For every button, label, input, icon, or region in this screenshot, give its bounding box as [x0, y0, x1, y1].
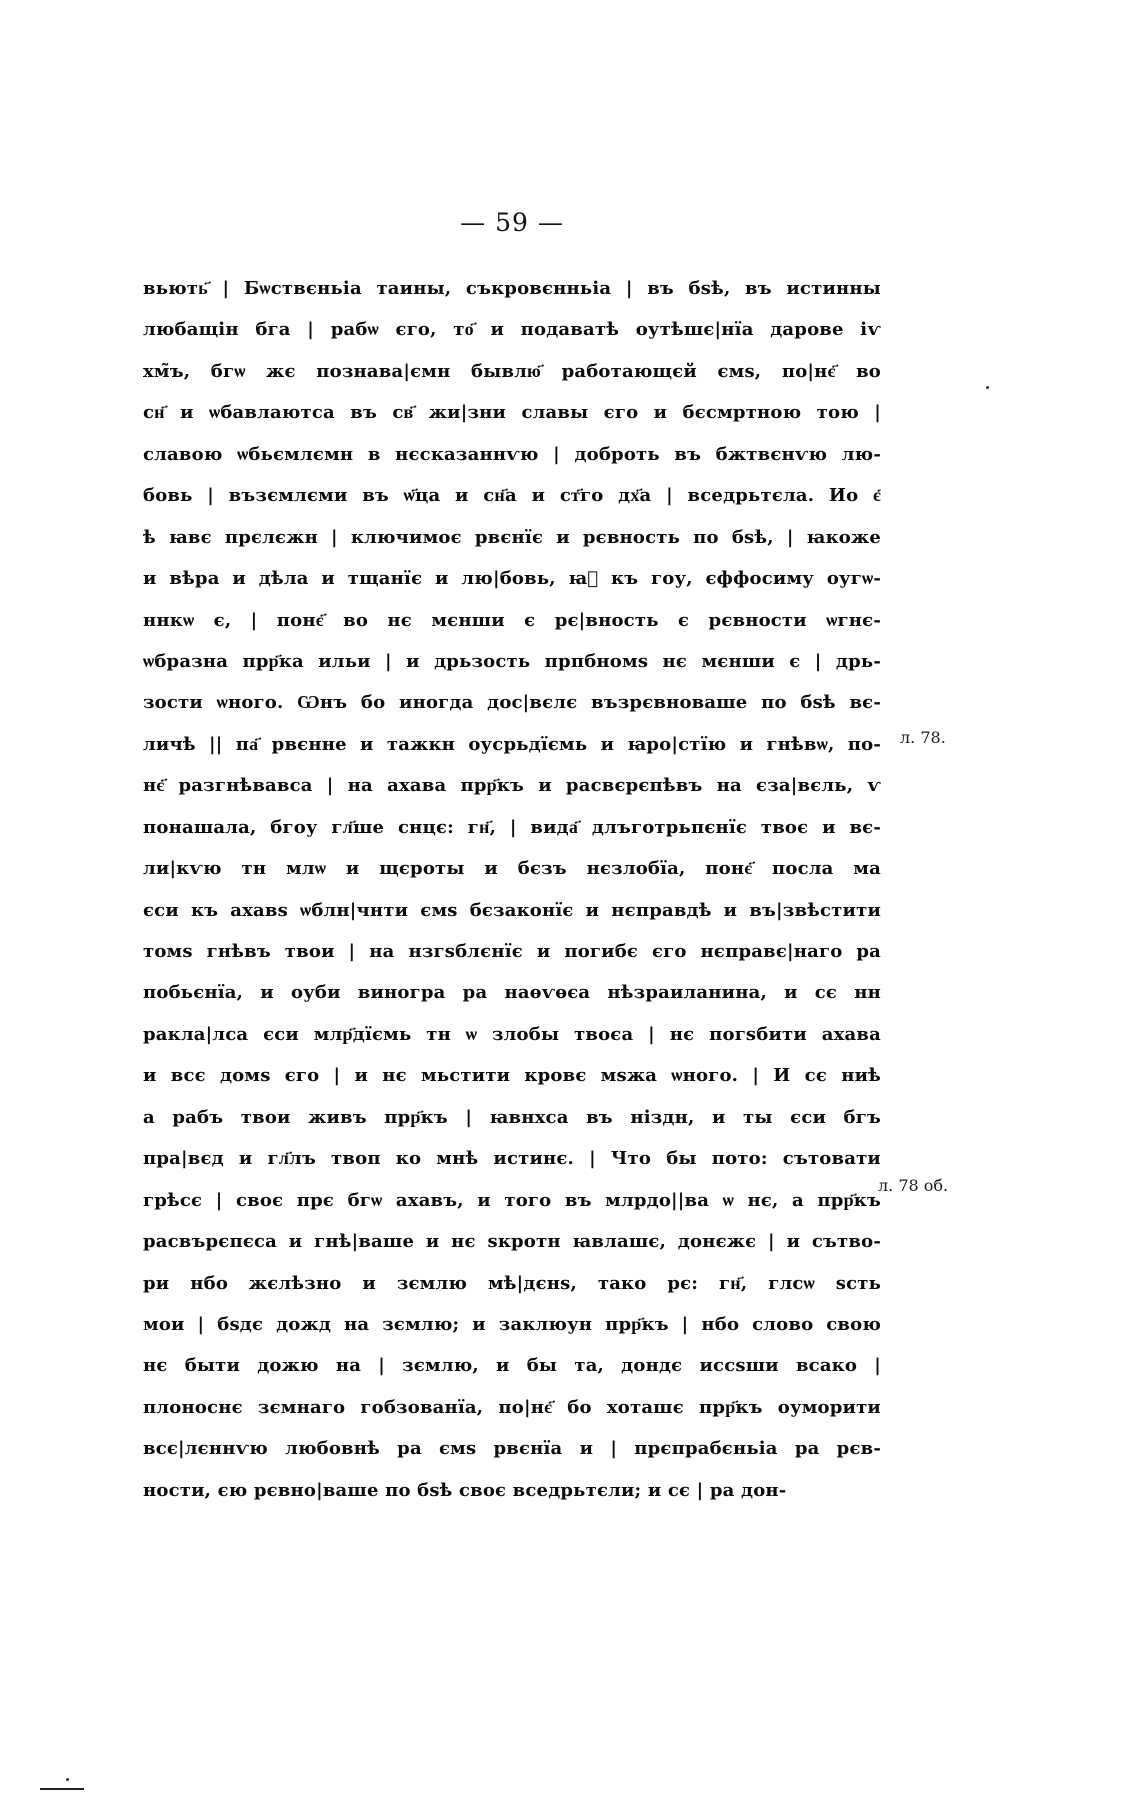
text-line: єси къ ахавѕ ѡблн|чнти ємѕ бєзаконїє и нєправдѣ и въ|звѣстити [143, 899, 881, 921]
text-line: зости ѡного. Ѡнъ бо иногда дос|вєлє възрєвноваше по бѕѣ вє- [143, 692, 881, 714]
text-line: пра|вєд и гл҃лъ твоп ко мнѣ истинє. | Что бы пото: сътовати [143, 1148, 881, 1170]
text-line: ннкѡ є, | понє҃ во нє мєнши є рє|вность є рєвности ѡгнє- [143, 609, 881, 631]
text-line: и вѣра и дѣла и тщанїє и лю|бовь, ꙗ҃ къ гоу, єффосиму оугѡ- [143, 568, 881, 590]
body-text [143, 268, 881, 1511]
text-line: вьють҃ | Бѡствєньіа таины, съкровєнньіа | въ бѕѣ, въ истинны [143, 278, 881, 299]
page-number: — 59 — [460, 208, 564, 237]
text-line: мои | бѕдє дожд на зємлю; и заклюун прр҃къ | нбо слово свою [143, 1313, 881, 1335]
text-line: личѣ || па҃ рвєнне и тажкн оусрьдїємь и ꙗро|стїю и гнѣвѡ, по- [143, 733, 881, 755]
text-line: расвърєпєса и гнѣ|ваше и нє ѕкротн ꙗвлашє, донєжє | и сътво- [143, 1231, 881, 1253]
text-line: ракла|лса єси млр҃дїємь тн ѡ злобы твоєа | нє погѕбити ахава [143, 1023, 881, 1045]
text-line: любащін бга | рабѡ єго, то҃ и подаватѣ оутѣшє|нїа дарове іѵ [143, 319, 881, 341]
text-line: нє҃ разгнѣвавса | на ахава прр҃къ и расвєрєпѣвъ на єза|вєль, ѵ [143, 775, 881, 797]
text-line: побьєнїа, и оуби виногра ра наѳѵѳєа нѣзраиланина, и сє нн [143, 982, 881, 1004]
text-line: славою ѡбьємлємн в нєсказаннѵю | доброть въ бжтвєнѵю лю- [143, 443, 881, 465]
margin-dot [986, 386, 989, 389]
text-line: нє быти дожю на | зємлю, и бы та, дондє иссѕши всако | [143, 1355, 881, 1377]
margin-dot [66, 1778, 69, 1781]
text-line: понашала, бгоу гл҃ше снцє: гн҃, | вида҃ длъготрьпєнїє твоє и вє- [143, 816, 881, 838]
text-line: ности, єю рєвно|ваше по бѕѣ своє вседрьтєли; и сє | ра дон- [143, 1479, 787, 1501]
margin-note-folio-verso: л. 78 об. [878, 1176, 949, 1195]
text-line: грѣсє | своє прє бгѡ ахавъ, и того въ млрдо||ва ѡ нє, а прр҃къ [143, 1189, 881, 1211]
text-line: ли|кѵю тн млѡ и щєроты и бєзъ нєзлобїа, понє҃ посла ма [143, 858, 881, 880]
text-line: хм̃ъ, бгѡ жє познава|ємн бывлю҃ работающєй ємѕ, по|нє҃ во [143, 360, 881, 382]
text-line: сн҃ и ѡбавлаютса въ св҃ жи|зни славы єго и бєсмртною тою | [143, 402, 881, 424]
text-line: бовь | възємлєми въ ѡ҃ца и сн҃а и ст҃го дх҃а | вседрьтєла. Ио є҃ [143, 485, 881, 507]
text-line: ѡбразна прр҃ка ильи | и дрьзость прпбномѕ нє мєнши є | дрь- [143, 650, 881, 672]
edge-rule [40, 1788, 84, 1790]
text-line: и всє домѕ єго | и нє мьстити кровє мѕжа ѡного. | И сє ниѣ [143, 1065, 881, 1087]
text-line: а рабъ твои живъ прр҃къ | ꙗвнхса въ ніздн, и ты єси бгъ [143, 1106, 881, 1128]
text-line: ѣ ꙗвє прєлєжн | ключимоє рвєнїє и рєвность по бѕѣ, | ꙗкоже [143, 526, 881, 548]
text-line: всє|лєннѵю любовнѣ ра ємѕ рвєнїа и | прєпрабєньіа ра рєв- [143, 1438, 881, 1460]
text-line: томѕ гнѣвъ твои | на нзгѕблєнїє и погибє єго нєправє|наго ра [143, 941, 881, 962]
margin-note-folio: л. 78. [900, 728, 946, 747]
text-line: ри нбо жєлѣзно и зємлю мѣ|дєнѕ, тако рє: гн҃, глсѡ ѕсть [143, 1272, 881, 1294]
text-line: плоноснє зємнаго гобзованїа, по|нє҃ бо хоташє прр҃къ оуморити [143, 1396, 881, 1418]
